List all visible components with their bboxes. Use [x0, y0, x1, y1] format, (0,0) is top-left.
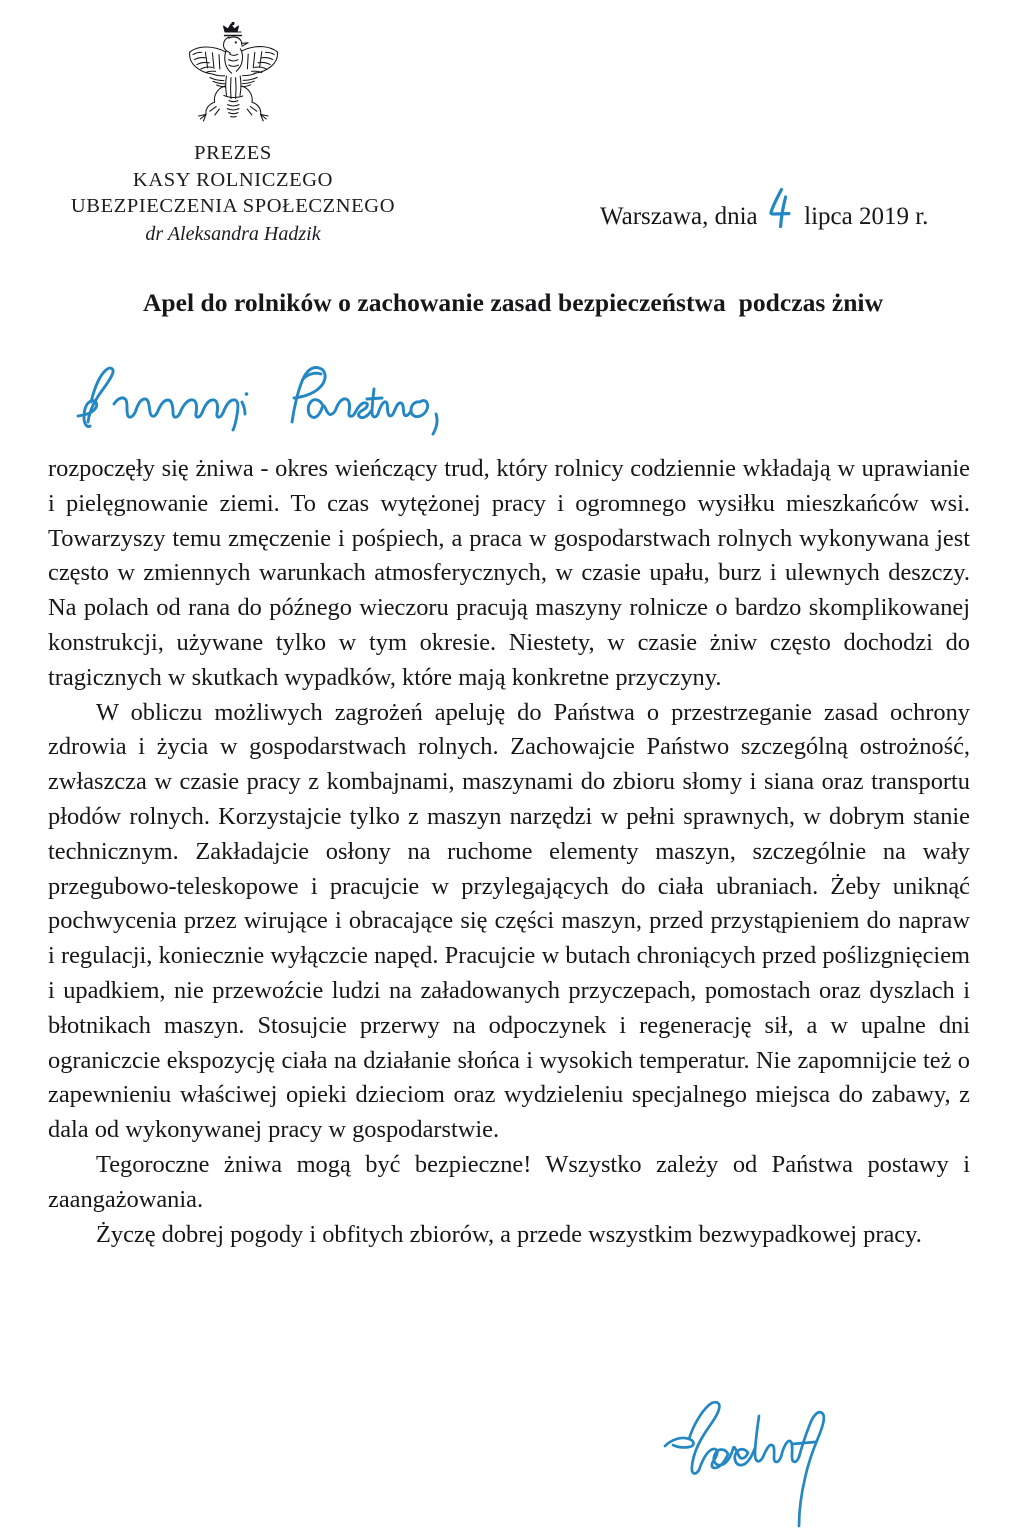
handwritten-salutation	[70, 352, 470, 444]
letter-body	[48, 452, 970, 1252]
body-paragraph: rozpoczęły się żniwa - okres wieńczący trud, który rolnicy codziennie wkładają w uprawianie i pielęgnowanie ziemi. To czas wytężonej pracy i ogromnego wysiłku mieszkańców wsi. Towarzyszy temu zmęczenie i pośpiech, a praca w gospodarstwach rolnych wykonywana jest często w zmiennych warunkach atmosferycznych, w czasie upału, burz i ulewnych deszczy. Na polach od rana do późnego wieczoru pracują maszyny rolnicze o bardzo skomplikowanej konstrukcji, używane tylko w tym okresie. Niestety, w czasie żniw często dochodzi do tragicznych w skutkach wypadków, które mają konkretne przyczyny.	[48, 455, 970, 691]
page-title: Apel do rolników o zachowanie zasad bezpieczeństwa podczas żniw	[142, 288, 884, 317]
body-paragraph: W obliczu możliwych zagrożeń apeluję do Państwa o przestrzeganie zasad ochrony zdrowia i życia w gospodarstwach rolnych. Zachowajcie Państwo szczególną ostrożność, zwłaszcza w czasie pracy z kombajnami, maszynami do zbioru słomy i siana oraz transportu płodów rolnych. Korzystajcie tylko z maszyn narzędzi w pełni sprawnych, w dobrym stanie technicznym. Zakładajcie osłony na ruchome elementy maszyn, szczególnie na wały przegubowo-teleskopowe i pracujcie w przylegających do ciała ubraniach. Żeby uniknąć pochwycenia przez wirujące i obracające się części maszyn, przed przystąpieniem do napraw i regulacji, koniecznie wyłączcie napęd. Pracujcie w butach chroniących przed poślizgnięciem i upadkiem, nie przewoźcie ludzi na załadowanych przyczepach, pomostach oraz dyszlach i błotnikach maszyn. Stosujcie przerwy na odpoczynek i regenerację sił, a w upalne dni ograniczcie ekspozycję ciała na działanie słońca i wysokich temperatur. Nie zapomnijcie też o zapewnieniu właściwej opieki dzieciom oraz wydzieleniu specjalnego miejsca do zabawy, z dala od wykonywanej pracy w gospodarstwie.	[48, 698, 970, 1144]
handwritten-signature	[655, 1396, 885, 1536]
dateline-city-prefix: Warszawa, dnia	[600, 203, 758, 230]
body-paragraph: Życzę dobrej pogody i obfitych zbiorów, a przede wszystkim bezwypadkowej pracy.	[96, 1220, 922, 1248]
handwritten-date-day	[764, 186, 798, 230]
dateline	[600, 186, 928, 231]
letterhead-line-2: KASY ROLNICZEGO	[132, 168, 334, 191]
letterhead-signer-name: dr Aleksandra Hadzik	[145, 222, 321, 245]
letterhead-line-3: UBEZPIECZENIA SPOŁECZNEGO	[70, 195, 396, 218]
dateline-month-year: lipca 2019 r.	[804, 203, 929, 230]
letterhead	[48, 18, 418, 248]
polish-eagle-emblem	[179, 18, 287, 134]
body-paragraph: Tegoroczne żniwa mogą być bezpieczne! Wszystko zależy od Państwa postawy i zaangażowania.	[48, 1150, 970, 1213]
letterhead-line-1: PREZES	[194, 142, 272, 164]
